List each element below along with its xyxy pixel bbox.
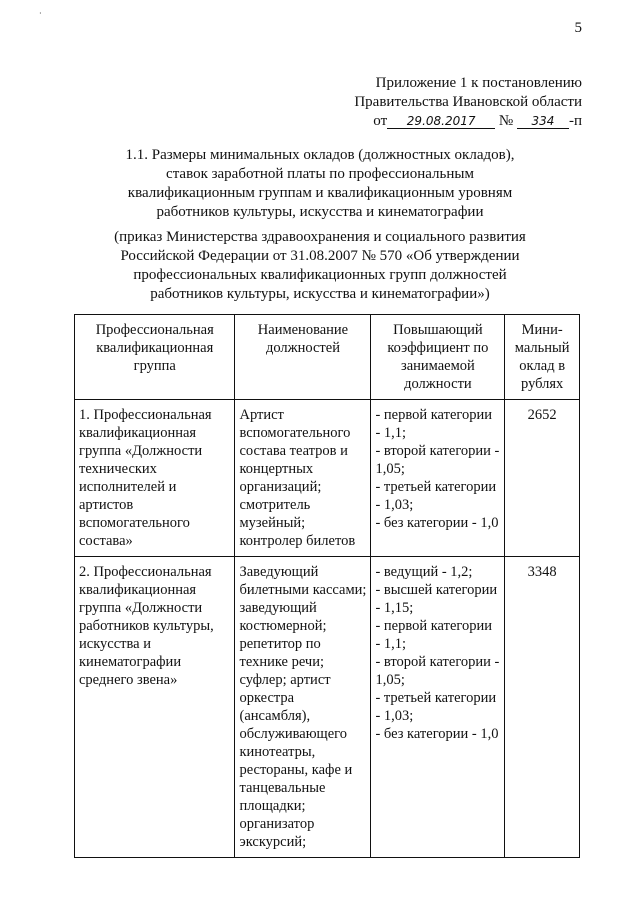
number-suffix: -п [568, 113, 582, 129]
cell-coefficient [371, 400, 505, 557]
cell-group: 2. Профессиональная квалификационная группа «Должности работников культуры, искусства и кинематографии среднего звена» [75, 557, 235, 858]
title-line-2: ставок заработной платы по профессиональным [166, 166, 474, 182]
header-group: Профессиональная квалификационная группа [75, 315, 235, 400]
table-header-row [75, 315, 580, 400]
title-line-4: работников культуры, искусства и кинематографии [156, 204, 484, 220]
scan-mark: · [39, 9, 42, 18]
date-prefix: от [373, 113, 388, 129]
annex-line-1: Приложение 1 к постановлению [375, 75, 582, 91]
title-line-1: 1.1. Размеры минимальных окладов (должностных окладов), [125, 147, 515, 163]
section-title [80, 146, 560, 222]
annex-header [354, 74, 582, 131]
coef-item: - третьей категории - 1,03; [375, 479, 497, 513]
header-salary: Мини-мальный оклад в рублях [505, 315, 580, 400]
header-coefficient: Повышающий коэффициент по занимаемой должности [371, 315, 505, 400]
coef-item: - ведущий - 1,2; [375, 564, 473, 580]
coef-item: - второй категории - 1,05; [375, 443, 500, 477]
title-line-3: квалификационным группам и квалификационным уровням [127, 185, 513, 201]
order-line-2: Российской Федерации от 31.08.2007 № 570 «Об утверждении [120, 248, 520, 264]
coef-item: - высшей категории - 1,15; [375, 582, 498, 616]
order-line-4: работников культуры, искусства и кинематографии») [150, 286, 490, 302]
cell-salary: 3348 [505, 557, 580, 858]
coef-item: - третьей категории - 1,03; [375, 690, 497, 724]
cell-salary: 2652 [505, 400, 580, 557]
cell-coefficient [371, 557, 505, 858]
coef-item: - первой категории - 1,1; [375, 407, 492, 441]
handwritten-number: 334 [517, 114, 569, 129]
cell-group: 1. Профессиональная квалификационная группа «Должности технических исполнителей и артистов вспомогательного состава» [75, 400, 235, 557]
cell-positions: Заведующий билетными кассами; заведующий костюмерной; репетитор по технике речи; суфлер; артист оркестра (ансамбля), обслуживающего кинотеатры, рестораны, кафе и танцевальные площадки; организатор экскурсий; [235, 557, 371, 858]
order-reference [80, 228, 560, 304]
coef-item: - второй категории - 1,05; [375, 654, 500, 688]
salary-table [74, 314, 580, 858]
number-prefix: № [498, 113, 514, 129]
order-line-1: (приказ Министерства здравоохранения и социального развития [114, 229, 526, 245]
coef-item: - первой категории - 1,1; [375, 618, 492, 652]
table-row [75, 400, 580, 557]
header-positions: Наименование должностей [235, 315, 371, 400]
handwritten-date: 29.08.2017 [387, 114, 495, 129]
page-number: 5 [574, 20, 582, 36]
coef-item: - без категории - 1,0 [375, 515, 499, 531]
table-row [75, 557, 580, 858]
cell-positions: Артист вспомогательного состава театров и концертных организаций; смотритель музейный; контролер билетов [235, 400, 371, 557]
order-line-3: профессиональных квалификационных групп должностей [133, 267, 507, 283]
annex-line-2: Правительства Ивановской области [354, 94, 582, 110]
coef-item: - без категории - 1,0 [375, 726, 499, 742]
annex-date-line [373, 112, 582, 131]
